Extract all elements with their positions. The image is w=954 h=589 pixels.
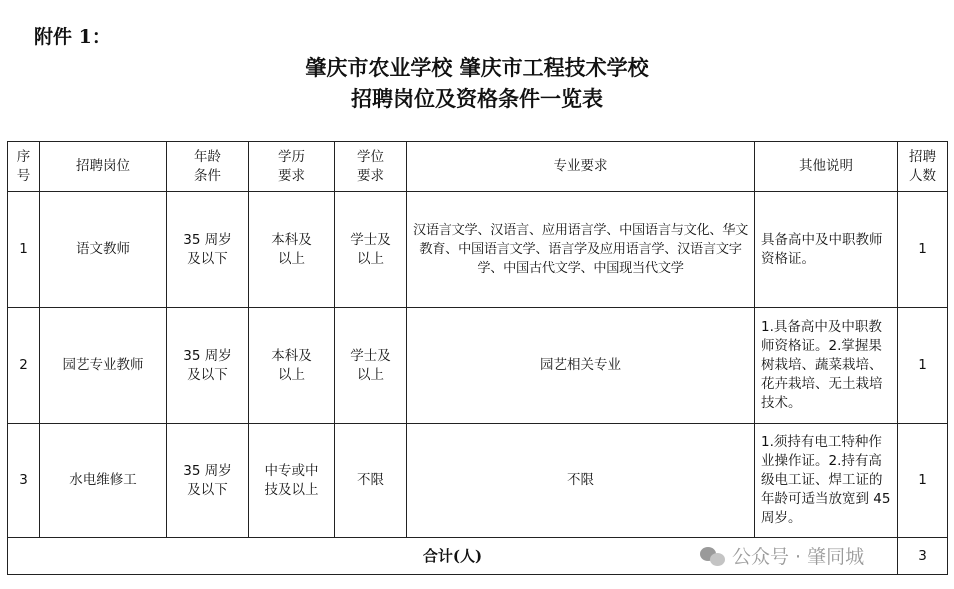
page-subtitle: 招聘岗位及资格条件一览表 — [351, 86, 603, 111]
cell-degree: 学士及以上 — [335, 308, 407, 424]
recruitment-table — [7, 141, 948, 575]
table-row — [8, 308, 948, 424]
cell-notes: 具备高中及中职教师资格证。 — [755, 192, 898, 308]
cell-education: 中专或中技及以上 — [249, 424, 335, 538]
cell-position: 语文教师 — [40, 192, 167, 308]
cell-position: 水电维修工 — [40, 424, 167, 538]
table-row — [8, 424, 948, 538]
cell-notes: 1.具备高中及中职教师资格证。2.掌握果树栽培、蔬菜栽培、花卉栽培、无土栽培技术。 — [755, 308, 898, 424]
watermark-text: 公众号 · 肇同城 — [732, 546, 865, 568]
header-position: 招聘岗位 — [40, 142, 167, 192]
header-row — [8, 142, 948, 192]
cell-age: 35 周岁及以下 — [167, 424, 249, 538]
total-label: 合计(人) — [8, 538, 898, 575]
header-degree: 学位要求 — [335, 142, 407, 192]
cell-notes: 1.须持有电工特种作业操作证。2.持有高级电工证、焊工证的年龄可适当放宽到 45 周岁。 — [755, 424, 898, 538]
header-notes: 其他说明 — [755, 142, 898, 192]
cell-age: 35 周岁及以下 — [167, 192, 249, 308]
header-no: 序号 — [8, 142, 40, 192]
cell-education: 本科及以上 — [249, 192, 335, 308]
cell-major: 园艺相关专业 — [407, 308, 755, 424]
cell-degree: 不限 — [335, 424, 407, 538]
total-row — [8, 538, 948, 575]
total-count: 3 — [898, 538, 948, 575]
cell-major: 不限 — [407, 424, 755, 538]
header-major: 专业要求 — [407, 142, 755, 192]
cell-no: 3 — [8, 424, 40, 538]
cell-count: 1 — [898, 308, 948, 424]
cell-degree: 学士及以上 — [335, 192, 407, 308]
cell-education: 本科及以上 — [249, 308, 335, 424]
table-row — [8, 192, 948, 308]
cell-count: 1 — [898, 424, 948, 538]
cell-major: 汉语言文学、汉语言、应用语言学、中国语言与文化、华文教育、中国语言文学、语言学及应用语言学、汉语言文字学、中国古代文学、中国现当代文学 — [407, 192, 755, 308]
cell-position: 园艺专业教师 — [40, 308, 167, 424]
header-count: 招聘人数 — [898, 142, 948, 192]
cell-no: 1 — [8, 192, 40, 308]
cell-no: 2 — [8, 308, 40, 424]
header-age: 年龄条件 — [167, 142, 249, 192]
cell-count: 1 — [898, 192, 948, 308]
header-education: 学历要求 — [249, 142, 335, 192]
page-title: 肇庆市农业学校 肇庆市工程技术学校 — [305, 55, 649, 80]
attachment-label: 附件 1： — [34, 26, 111, 48]
cell-age: 35 周岁及以下 — [167, 308, 249, 424]
